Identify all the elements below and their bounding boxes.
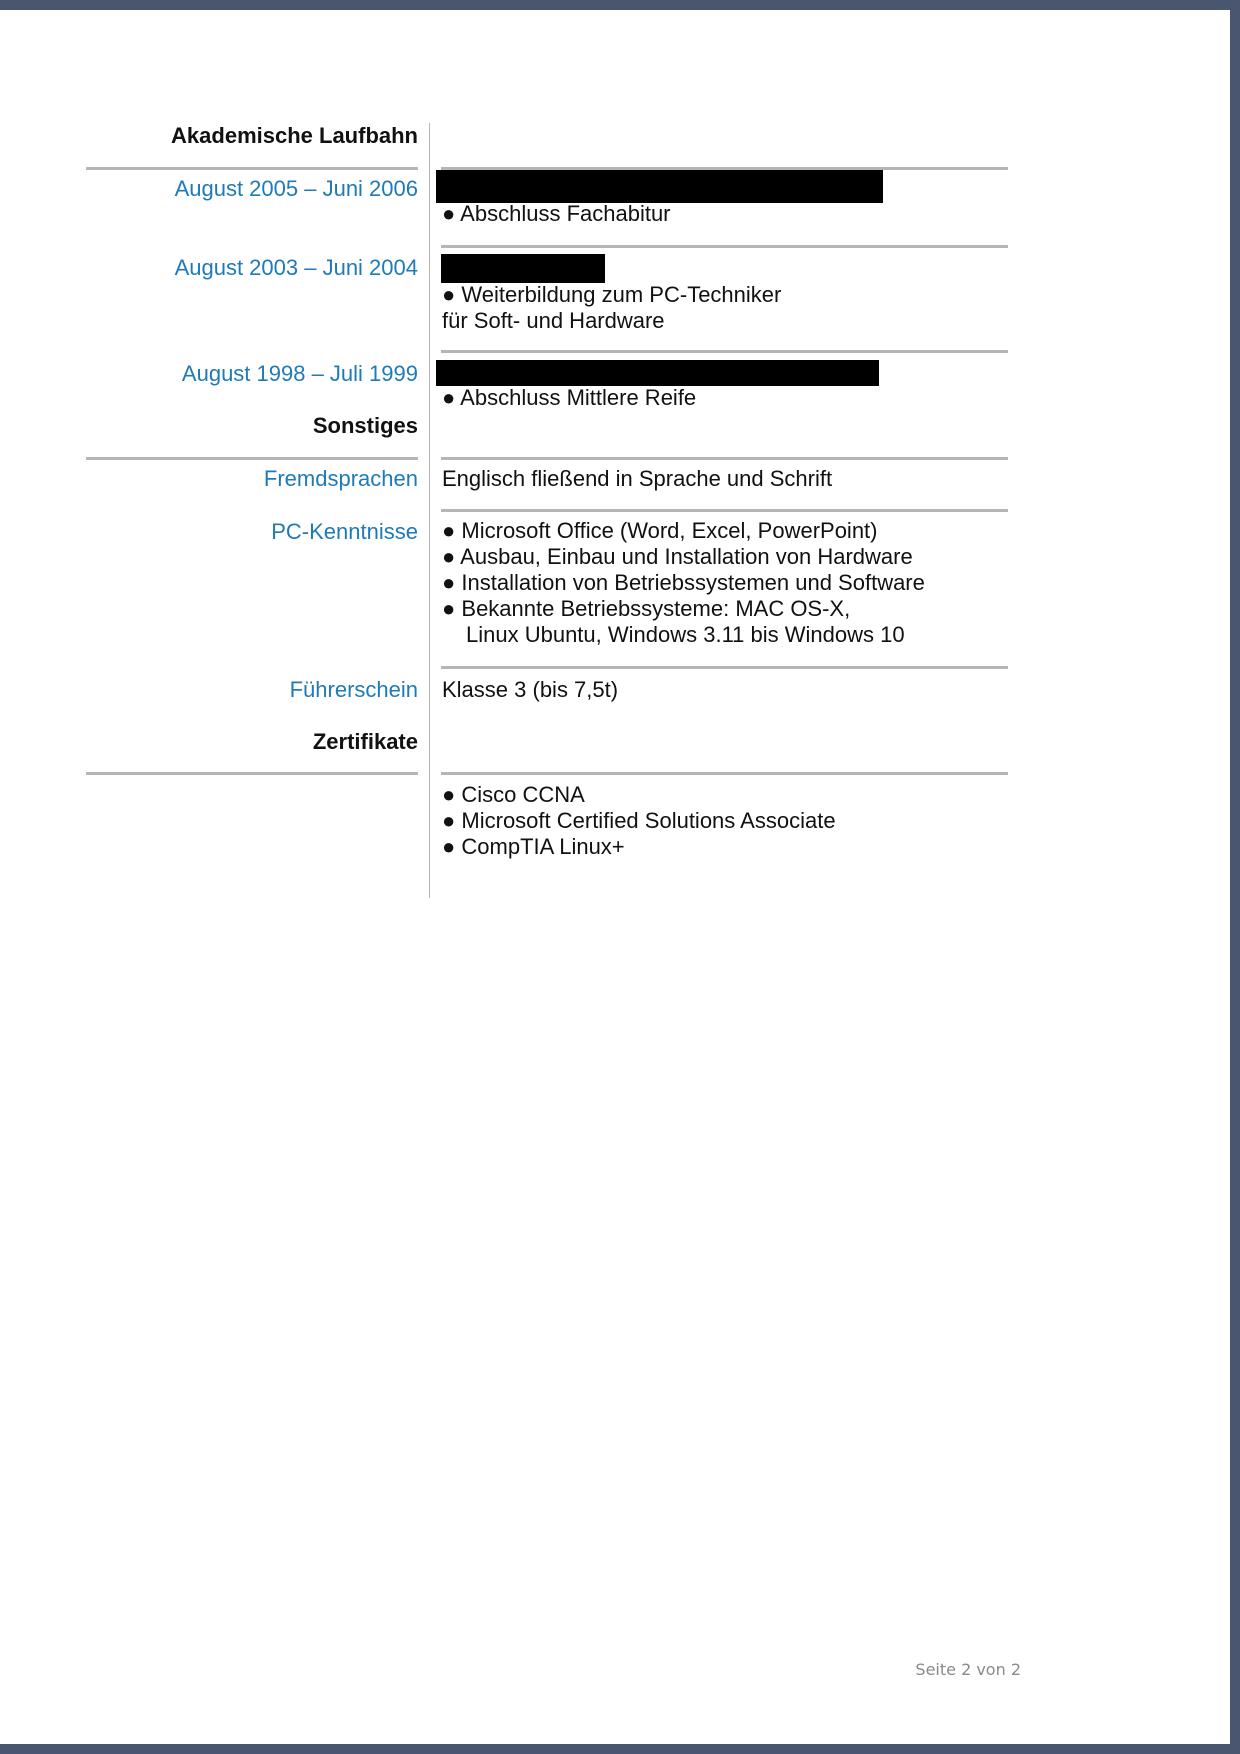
entry-rule	[441, 666, 1008, 669]
section-rule-certificates	[86, 772, 418, 775]
section-rule-misc	[86, 457, 418, 460]
column-divider	[429, 123, 430, 898]
entry-rule	[441, 772, 1008, 775]
pc-skills-label: PC-Kenntnisse	[271, 519, 418, 544]
entry-date: August 2005 – Juni 2006	[174, 176, 418, 201]
document-page	[0, 10, 1230, 1744]
section-heading-certificates: Zertifikate	[312, 729, 418, 754]
certificate-item: ● CompTIA Linux+	[442, 834, 625, 859]
certificate-item: ● Cisco CCNA	[442, 782, 585, 807]
pc-skill-line: ● Bekannte Betriebssysteme: MAC OS-X,	[442, 596, 851, 621]
pc-skill-line: ● Ausbau, Einbau und Installation von Hardware	[442, 544, 913, 569]
section-heading-misc: Sonstiges	[312, 413, 418, 438]
license-label: Führerschein	[289, 677, 418, 702]
section-rule-academic	[86, 167, 418, 170]
section-heading-academic: Akademische Laufbahn	[171, 123, 418, 148]
entry-line: ● Weiterbildung zum PC-Techniker	[442, 282, 782, 307]
pc-skill-line: ● Microsoft Office (Word, Excel, PowerPoint)	[442, 518, 878, 543]
entry-rule	[441, 457, 1008, 460]
redaction-box	[436, 170, 883, 203]
entry-rule	[441, 245, 1008, 248]
entry-rule	[441, 509, 1008, 512]
entry-line: für Soft- und Hardware	[442, 308, 665, 333]
certificate-item: ● Microsoft Certified Solutions Associate	[442, 808, 836, 833]
entry-rule	[441, 350, 1008, 353]
page-number: Seite 2 von 2	[915, 1660, 1021, 1679]
entry-date: August 1998 – Juli 1999	[181, 361, 418, 386]
redaction-box	[436, 360, 879, 386]
entry-line: ● Abschluss Fachabitur	[442, 201, 671, 226]
entry-date: August 2003 – Juni 2004	[174, 255, 418, 280]
entry-line: ● Abschluss Mittlere Reife	[442, 385, 697, 410]
languages-value: Englisch fließend in Sprache und Schrift	[442, 466, 833, 491]
languages-label: Fremdsprachen	[263, 466, 418, 491]
license-value: Klasse 3 (bis 7,5t)	[442, 677, 619, 702]
pc-skill-line: Linux Ubuntu, Windows 3.11 bis Windows 10	[466, 622, 905, 647]
redaction-box	[441, 254, 605, 283]
pc-skill-line: ● Installation von Betriebssystemen und Software	[442, 570, 925, 595]
